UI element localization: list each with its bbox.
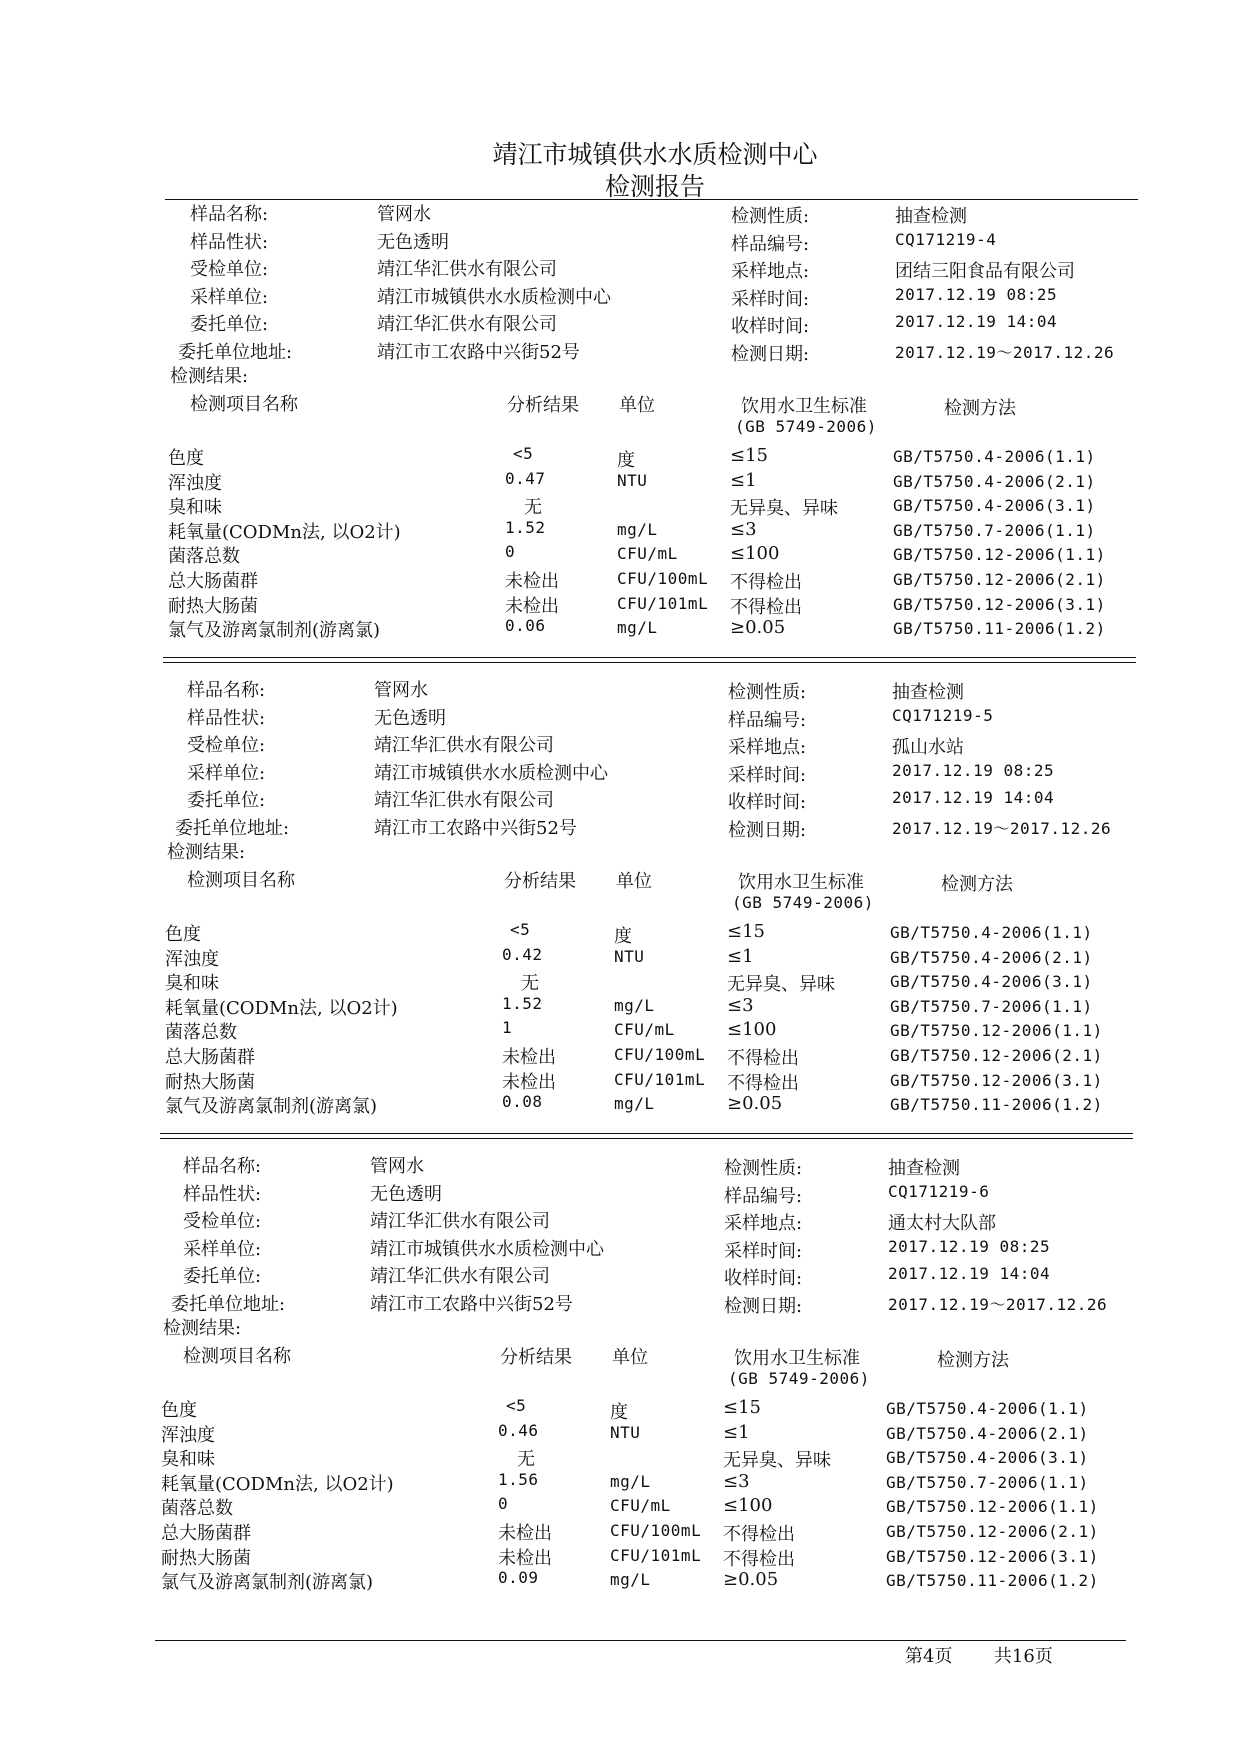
row-unit: CFU/100mL bbox=[617, 569, 709, 588]
row-method: GB/T5750.12-2006(3.1) bbox=[890, 1070, 1103, 1090]
page-total: 共16页 bbox=[993, 1646, 1053, 1667]
info-label: 采样单位: bbox=[187, 762, 266, 784]
column-header-method: 检测方法 bbox=[944, 398, 1016, 419]
info-label: 收样时间: bbox=[724, 1268, 803, 1289]
row-unit: CFU/101mL bbox=[614, 1069, 706, 1089]
row-result: 未检出 bbox=[505, 595, 559, 617]
row-standard: 不得检出 bbox=[730, 596, 802, 618]
column-header-standard: 饮用水卫生标准 bbox=[738, 872, 864, 893]
column-header-result: 分析结果 bbox=[504, 871, 576, 892]
row-item: 耗氧量(CODMn法, 以O2计) bbox=[161, 1473, 394, 1495]
row-method: GB/T5750.12-2006(2.1) bbox=[886, 1522, 1099, 1541]
row-item: 耐热大肠菌 bbox=[168, 595, 258, 617]
info-label: 样品编号: bbox=[724, 1185, 803, 1207]
info-label: 样品性状: bbox=[187, 707, 266, 729]
info-label: 样品编号: bbox=[728, 709, 807, 731]
info-label: 委托单位地址: bbox=[178, 341, 293, 363]
info-value: 靖江市工农路中兴街52号 bbox=[377, 341, 580, 363]
column-header-standard: 饮用水卫生标准 bbox=[741, 396, 867, 417]
row-item: 氯气及游离氯制剂(游离氯) bbox=[168, 620, 381, 642]
results-heading: 检测结果: bbox=[163, 1318, 242, 1339]
info-label: 受检单位: bbox=[187, 735, 266, 756]
row-result: 未检出 bbox=[502, 1071, 556, 1093]
row-method: GB/T5750.4-2006(1.1) bbox=[893, 447, 1096, 466]
info-label: 样品名称: bbox=[190, 204, 269, 225]
info-label: 收样时间: bbox=[728, 792, 807, 813]
row-method: GB/T5750.12-2006(2.1) bbox=[890, 1046, 1103, 1065]
row-standard: ≤100 bbox=[723, 1495, 773, 1517]
block-rule bbox=[163, 657, 1136, 658]
info-label: 委托单位: bbox=[187, 790, 266, 811]
row-result: <5 bbox=[513, 444, 534, 463]
column-header-standard-code: (GB 5749-2006) bbox=[735, 417, 877, 436]
row-standard: ≤1 bbox=[727, 945, 754, 967]
row-unit: NTU bbox=[610, 1422, 641, 1442]
column-header-unit: 单位 bbox=[612, 1347, 648, 1368]
info-label: 采样时间: bbox=[728, 764, 807, 786]
row-item: 菌落总数 bbox=[165, 1022, 237, 1044]
info-label: 样品编号: bbox=[731, 233, 810, 255]
info-value: 2017.12.19～2017.12.26 bbox=[888, 1294, 1108, 1314]
row-result: 未检出 bbox=[502, 1047, 556, 1068]
info-value: 2017.12.19 08:25 bbox=[892, 760, 1055, 780]
row-unit: NTU bbox=[617, 470, 648, 490]
info-value: 2017.12.19 14:04 bbox=[895, 312, 1058, 331]
row-method: GB/T5750.4-2006(1.1) bbox=[886, 1399, 1089, 1418]
row-item: 耗氧量(CODMn法, 以O2计) bbox=[165, 997, 398, 1019]
row-result: <5 bbox=[506, 1396, 527, 1415]
row-result: 0.46 bbox=[498, 1420, 539, 1440]
column-header-standard-code: (GB 5749-2006) bbox=[732, 893, 874, 912]
info-value: 2017.12.19 08:25 bbox=[888, 1236, 1051, 1256]
info-value: 抽查检测 bbox=[888, 1158, 960, 1179]
row-result: <5 bbox=[510, 920, 531, 939]
row-method: GB/T5750.7-2006(1.1) bbox=[890, 996, 1093, 1016]
row-unit: mg/L bbox=[614, 1094, 655, 1114]
column-header-unit: 单位 bbox=[619, 395, 655, 416]
row-item: 色度 bbox=[165, 924, 201, 945]
info-label: 样品名称: bbox=[187, 680, 266, 701]
info-value: CQ171219-4 bbox=[895, 229, 997, 249]
row-unit: CFU/100mL bbox=[610, 1521, 702, 1540]
row-result: 0.09 bbox=[498, 1568, 539, 1588]
row-standard: ≤15 bbox=[727, 921, 765, 942]
info-value: 靖江市城镇供水水质检测中心 bbox=[374, 762, 608, 784]
row-item: 总大肠菌群 bbox=[161, 1523, 251, 1544]
info-value: 抽查检测 bbox=[895, 206, 967, 227]
row-item: 浑浊度 bbox=[161, 1424, 215, 1446]
info-value: 管网水 bbox=[374, 680, 428, 701]
row-result: 无 bbox=[517, 1449, 535, 1471]
row-standard: 不得检出 bbox=[727, 1048, 799, 1069]
info-value: 无色透明 bbox=[374, 707, 446, 729]
info-label: 收样时间: bbox=[731, 316, 810, 337]
row-method: GB/T5750.11-2006(1.2) bbox=[890, 1095, 1103, 1115]
info-label: 委托单位: bbox=[190, 314, 269, 335]
info-label: 采样单位: bbox=[183, 1238, 262, 1260]
column-header-standard: 饮用水卫生标准 bbox=[734, 1348, 860, 1369]
column-header-item: 检测项目名称 bbox=[190, 394, 298, 415]
row-result: 0 bbox=[505, 542, 516, 562]
column-header-standard-code: (GB 5749-2006) bbox=[728, 1369, 870, 1388]
row-standard: 无异臭、异味 bbox=[727, 974, 835, 996]
row-item: 总大肠菌群 bbox=[165, 1047, 255, 1068]
row-standard: ≥0.05 bbox=[723, 1569, 779, 1591]
column-header-item: 检测项目名称 bbox=[183, 1346, 291, 1367]
info-label: 委托单位地址: bbox=[171, 1293, 286, 1315]
row-unit: CFU/100mL bbox=[614, 1045, 706, 1064]
info-label: 采样单位: bbox=[190, 286, 269, 308]
column-header-result: 分析结果 bbox=[500, 1347, 572, 1368]
row-item: 色度 bbox=[168, 448, 204, 469]
block-rule bbox=[163, 662, 1136, 663]
row-item: 氯气及游离氯制剂(游离氯) bbox=[165, 1096, 378, 1118]
info-value: 靖江华汇供水有限公司 bbox=[370, 1211, 550, 1232]
row-method: GB/T5750.4-2006(3.1) bbox=[890, 972, 1093, 992]
info-value: 靖江市工农路中兴街52号 bbox=[374, 817, 577, 839]
info-value: 2017.12.19～2017.12.26 bbox=[892, 818, 1112, 838]
row-method: GB/T5750.4-2006(2.1) bbox=[893, 471, 1096, 491]
info-label: 检测性质: bbox=[731, 206, 810, 227]
row-method: GB/T5750.4-2006(3.1) bbox=[886, 1448, 1089, 1468]
row-result: 1.56 bbox=[498, 1469, 539, 1489]
page-number: 第4页 bbox=[905, 1646, 953, 1667]
info-value: 管网水 bbox=[377, 204, 431, 225]
column-header-item: 检测项目名称 bbox=[187, 870, 295, 891]
info-label: 采样地点: bbox=[728, 737, 807, 758]
info-value: 靖江华汇供水有限公司 bbox=[377, 259, 557, 280]
sample-block bbox=[0, 676, 1237, 1146]
row-result: 未检出 bbox=[498, 1523, 552, 1544]
info-value: 靖江市工农路中兴街52号 bbox=[370, 1293, 573, 1315]
row-unit: 度 bbox=[614, 926, 632, 947]
row-method: GB/T5750.4-2006(2.1) bbox=[886, 1423, 1089, 1443]
sample-block bbox=[0, 200, 1240, 670]
column-header-method: 检测方法 bbox=[937, 1350, 1009, 1371]
row-unit: 度 bbox=[610, 1402, 628, 1423]
info-value: 靖江市城镇供水水质检测中心 bbox=[377, 286, 611, 308]
row-item: 耐热大肠菌 bbox=[161, 1547, 251, 1569]
row-standard: ≤3 bbox=[727, 994, 754, 1016]
row-unit: mg/L bbox=[614, 995, 655, 1015]
info-value: CQ171219-6 bbox=[888, 1181, 990, 1201]
info-value: 2017.12.19 14:04 bbox=[892, 788, 1055, 807]
row-method: GB/T5750.11-2006(1.2) bbox=[886, 1571, 1099, 1591]
info-value: 2017.12.19 08:25 bbox=[895, 284, 1058, 304]
row-item: 氯气及游离氯制剂(游离氯) bbox=[161, 1572, 374, 1594]
row-item: 色度 bbox=[161, 1400, 197, 1421]
row-standard: 不得检出 bbox=[723, 1548, 795, 1570]
row-unit: 度 bbox=[617, 450, 635, 471]
info-label: 受检单位: bbox=[190, 259, 269, 280]
row-result: 0.42 bbox=[502, 944, 543, 964]
row-result: 未检出 bbox=[498, 1547, 552, 1569]
row-method: GB/T5750.4-2006(2.1) bbox=[890, 947, 1093, 967]
info-label: 样品名称: bbox=[183, 1156, 262, 1177]
row-item: 臭和味 bbox=[161, 1449, 215, 1471]
row-standard: 不得检出 bbox=[730, 572, 802, 593]
row-result: 未检出 bbox=[505, 571, 559, 592]
info-value: 靖江市城镇供水水质检测中心 bbox=[370, 1238, 604, 1260]
info-value: 管网水 bbox=[370, 1156, 424, 1177]
row-item: 耗氧量(CODMn法, 以O2计) bbox=[168, 521, 401, 543]
row-standard: 无异臭、异味 bbox=[723, 1450, 831, 1472]
info-value: 通太村大队部 bbox=[888, 1213, 996, 1234]
row-item: 浑浊度 bbox=[168, 472, 222, 494]
bottom-rule bbox=[155, 1640, 1126, 1641]
column-header-result: 分析结果 bbox=[507, 395, 579, 416]
row-result: 0.47 bbox=[505, 468, 546, 488]
row-method: GB/T5750.12-2006(1.1) bbox=[893, 545, 1106, 565]
info-value: 抽查检测 bbox=[892, 682, 964, 703]
info-label: 采样地点: bbox=[731, 261, 810, 282]
row-unit: CFU/mL bbox=[614, 1020, 675, 1040]
info-label: 采样时间: bbox=[724, 1240, 803, 1262]
row-unit: mg/L bbox=[617, 618, 658, 638]
results-heading: 检测结果: bbox=[170, 366, 249, 387]
page-footer bbox=[905, 1642, 1053, 1668]
info-label: 检测性质: bbox=[728, 682, 807, 703]
row-result: 0 bbox=[498, 1494, 509, 1514]
row-method: GB/T5750.4-2006(3.1) bbox=[893, 496, 1096, 516]
row-result: 无 bbox=[521, 973, 539, 995]
info-value: 2017.12.19～2017.12.26 bbox=[895, 342, 1115, 362]
row-method: GB/T5750.12-2006(2.1) bbox=[893, 570, 1106, 589]
row-method: GB/T5750.12-2006(1.1) bbox=[886, 1497, 1099, 1517]
row-item: 臭和味 bbox=[168, 497, 222, 519]
row-standard: ≤15 bbox=[723, 1397, 761, 1418]
row-unit: mg/L bbox=[610, 1570, 651, 1590]
info-label: 检测日期: bbox=[724, 1295, 803, 1317]
info-label: 检测日期: bbox=[731, 343, 810, 365]
row-standard: ≤3 bbox=[723, 1470, 750, 1492]
row-method: GB/T5750.12-2006(3.1) bbox=[886, 1546, 1099, 1566]
row-method: GB/T5750.12-2006(1.1) bbox=[890, 1021, 1103, 1041]
block-rule bbox=[160, 1133, 1133, 1134]
row-method: GB/T5750.11-2006(1.2) bbox=[893, 619, 1106, 639]
results-heading: 检测结果: bbox=[167, 842, 246, 863]
row-standard: 不得检出 bbox=[723, 1524, 795, 1545]
row-standard: ≤100 bbox=[727, 1019, 777, 1041]
row-unit: mg/L bbox=[617, 519, 658, 539]
row-result: 无 bbox=[524, 497, 542, 519]
row-unit: CFU/mL bbox=[617, 544, 678, 564]
column-header-method: 检测方法 bbox=[941, 874, 1013, 895]
row-item: 总大肠菌群 bbox=[168, 571, 258, 592]
row-unit: mg/L bbox=[610, 1471, 651, 1491]
row-unit: CFU/101mL bbox=[617, 593, 709, 613]
info-value: 靖江华汇供水有限公司 bbox=[377, 314, 557, 335]
row-standard: ≤100 bbox=[730, 543, 780, 565]
info-label: 采样地点: bbox=[724, 1213, 803, 1234]
row-method: GB/T5750.7-2006(1.1) bbox=[886, 1472, 1089, 1492]
row-method: GB/T5750.7-2006(1.1) bbox=[893, 520, 1096, 540]
info-label: 检测性质: bbox=[724, 1158, 803, 1179]
row-standard: ≥0.05 bbox=[730, 617, 786, 639]
info-label: 受检单位: bbox=[183, 1211, 262, 1232]
row-standard: ≤1 bbox=[723, 1421, 750, 1443]
row-item: 臭和味 bbox=[165, 973, 219, 995]
row-standard: ≤1 bbox=[730, 469, 757, 491]
row-item: 浑浊度 bbox=[165, 948, 219, 970]
info-label: 委托单位地址: bbox=[175, 817, 290, 839]
info-value: 2017.12.19 14:04 bbox=[888, 1264, 1051, 1283]
info-value: 靖江华汇供水有限公司 bbox=[374, 735, 554, 756]
row-result: 0.08 bbox=[502, 1092, 543, 1112]
row-result: 1 bbox=[502, 1018, 513, 1038]
info-label: 样品性状: bbox=[183, 1183, 262, 1205]
info-value: CQ171219-5 bbox=[892, 705, 994, 725]
sample-block bbox=[0, 1152, 1233, 1622]
info-label: 样品性状: bbox=[190, 231, 269, 253]
column-header-unit: 单位 bbox=[616, 871, 652, 892]
info-label: 采样时间: bbox=[731, 288, 810, 310]
info-value: 靖江华汇供水有限公司 bbox=[374, 790, 554, 811]
info-value: 团结三阳食品有限公司 bbox=[895, 261, 1075, 282]
row-unit: NTU bbox=[614, 946, 645, 966]
row-unit: CFU/101mL bbox=[610, 1545, 702, 1565]
info-value: 靖江华汇供水有限公司 bbox=[370, 1266, 550, 1287]
row-standard: 无异臭、异味 bbox=[730, 498, 838, 520]
row-result: 0.06 bbox=[505, 616, 546, 636]
info-label: 委托单位: bbox=[183, 1266, 262, 1287]
row-method: GB/T5750.4-2006(1.1) bbox=[890, 923, 1093, 942]
row-result: 1.52 bbox=[505, 517, 546, 537]
row-item: 菌落总数 bbox=[161, 1498, 233, 1520]
report-subtitle: 检测报告 bbox=[604, 172, 705, 201]
block-rule bbox=[160, 1138, 1133, 1139]
row-standard: ≤3 bbox=[730, 518, 757, 540]
row-result: 1.52 bbox=[502, 993, 543, 1013]
report-title: 靖江市城镇供水水质检测中心 bbox=[492, 140, 818, 169]
info-value: 孤山水站 bbox=[892, 737, 964, 758]
row-item: 菌落总数 bbox=[168, 546, 240, 568]
row-item: 耐热大肠菌 bbox=[165, 1071, 255, 1093]
info-value: 无色透明 bbox=[370, 1183, 442, 1205]
row-standard: ≥0.05 bbox=[727, 1093, 783, 1115]
row-method: GB/T5750.12-2006(3.1) bbox=[893, 594, 1106, 614]
info-label: 检测日期: bbox=[728, 819, 807, 841]
info-value: 无色透明 bbox=[377, 231, 449, 253]
row-standard: 不得检出 bbox=[727, 1072, 799, 1094]
row-standard: ≤15 bbox=[730, 445, 768, 466]
row-unit: CFU/mL bbox=[610, 1496, 671, 1516]
